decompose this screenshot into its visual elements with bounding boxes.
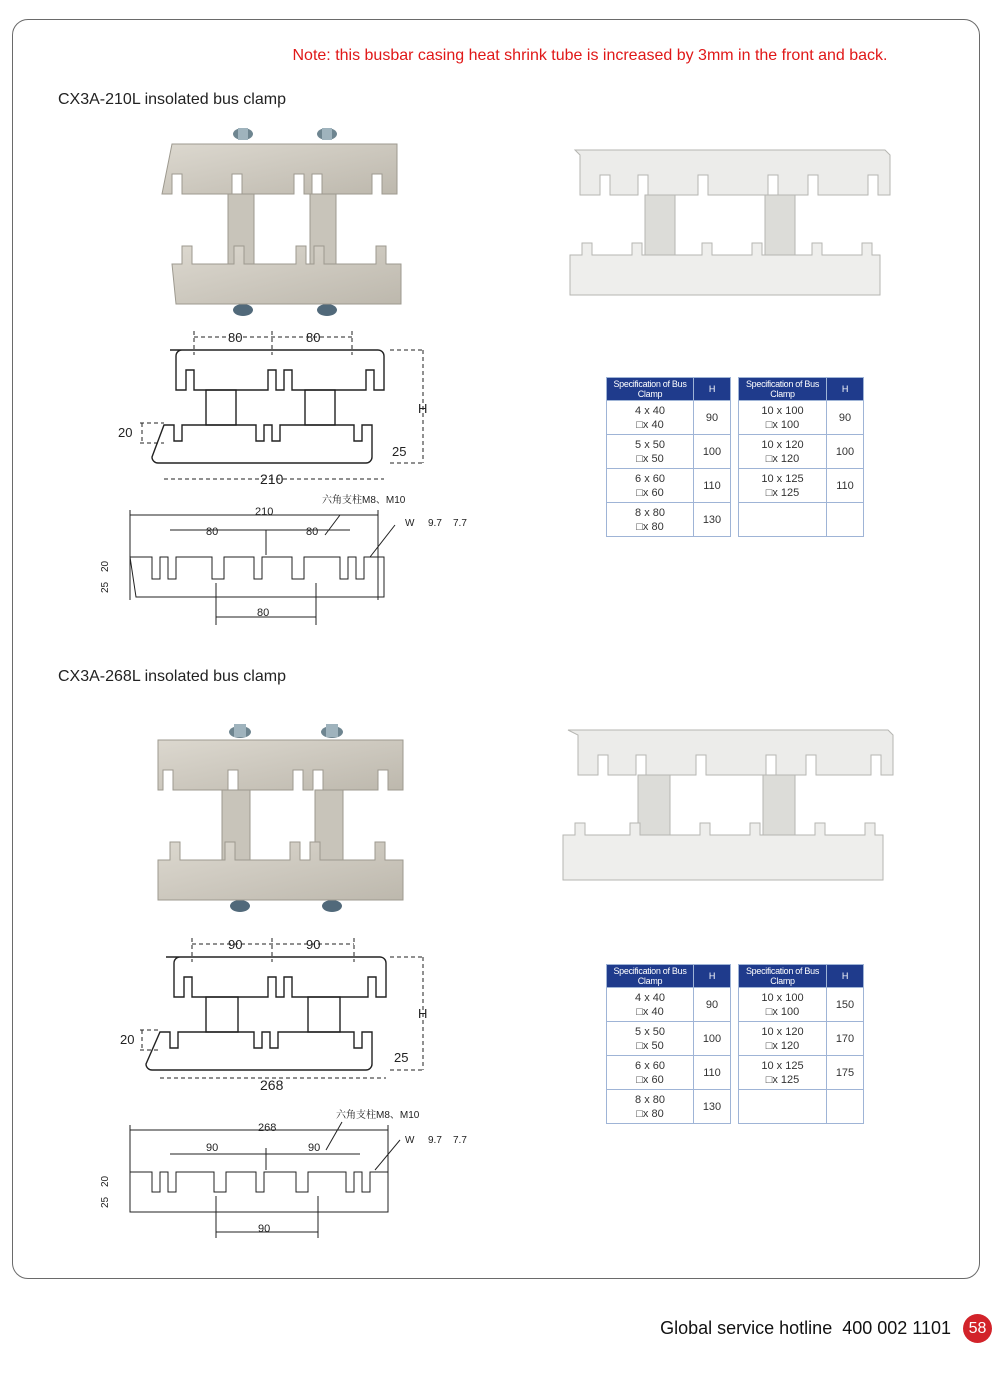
table-header-cell: Specification of Bus Clamp	[739, 378, 827, 401]
table-cell: 130	[694, 503, 731, 537]
side-dim-slot-268: 20	[100, 1175, 111, 1187]
table-cell: 10 x 125	[761, 1059, 804, 1072]
w-value-1-268: 9.7	[428, 1135, 442, 1146]
footer-hotline	[660, 1318, 951, 1339]
table-header-cell: Specification of Bus Clamp	[739, 965, 827, 988]
side-dim-bolt-spacing: 80	[257, 607, 270, 619]
dim-total-width: 210	[260, 471, 284, 487]
section-title-210l: CX3A-210L insolated bus clamp	[58, 91, 286, 108]
dim-height: H	[418, 401, 428, 416]
w-value-2: 7.7	[453, 518, 467, 529]
table-cell: □x 60	[636, 486, 664, 499]
table-cell	[739, 1090, 827, 1124]
table-cell	[607, 435, 694, 469]
table-cell: 8 x 80	[635, 1093, 665, 1106]
side-dim-spacing-right-268: 90	[308, 1142, 321, 1154]
table-cell	[607, 1022, 694, 1056]
table-cell: □x 125	[765, 1073, 800, 1086]
table-cell: 8 x 80	[635, 506, 665, 519]
table-cell: □x 80	[636, 1107, 664, 1120]
hotline-number: 400 002 1101	[842, 1318, 951, 1338]
table-row	[607, 469, 731, 503]
table-cell: □x 100	[765, 1005, 800, 1018]
clamp-photo-angle	[565, 140, 895, 310]
table-row	[739, 1090, 864, 1124]
dim-total-width-268: 268	[260, 1077, 284, 1093]
bolt-note: 六角支柱M8、M10	[322, 495, 406, 506]
dim-spacing-left-268: 90	[228, 937, 243, 952]
table-cell: □x 40	[636, 418, 664, 431]
table-row	[607, 503, 731, 537]
side-dim-bolt-spacing-268: 90	[258, 1223, 271, 1235]
spec-table-left-268l	[606, 964, 731, 1124]
table-row	[607, 1056, 731, 1090]
table-cell: 175	[827, 1056, 864, 1090]
table-cell: □x 125	[765, 486, 800, 499]
side-dim-total-268: 268	[258, 1122, 277, 1134]
w-label: W	[405, 518, 415, 529]
dim-spacing-right-268: 90	[306, 937, 321, 952]
table-cell	[607, 988, 694, 1022]
table-cell: 110	[694, 469, 731, 503]
technical-drawing-210l	[100, 325, 480, 635]
bolt-note-268: 六角支柱M8、M10	[336, 1110, 420, 1121]
side-dim-slot: 20	[100, 560, 111, 572]
table-cell: 5 x 50	[635, 438, 665, 451]
table-cell: 4 x 40	[635, 404, 665, 417]
table-row	[607, 988, 731, 1022]
side-dim-spacing-left-268: 90	[206, 1142, 219, 1154]
table-header-cell: H	[694, 965, 731, 988]
table-cell: 100	[827, 435, 864, 469]
clamp-photo-front	[160, 122, 410, 322]
table-cell: □x 40	[636, 1005, 664, 1018]
page-number-badge: 58	[963, 1314, 992, 1343]
table-header-cell: Specification of Bus Clamp	[607, 378, 694, 401]
dim-base-268: 25	[394, 1050, 409, 1065]
table-cell: 10 x 100	[761, 991, 804, 1004]
table-cell: 150	[827, 988, 864, 1022]
dim-spacing-left: 80	[228, 330, 243, 345]
table-cell: 110	[827, 469, 864, 503]
table-row	[607, 435, 731, 469]
table-cell: 4 x 40	[635, 991, 665, 1004]
table-row	[607, 401, 731, 435]
table-cell	[827, 503, 864, 537]
table-cell: □x 50	[636, 1039, 664, 1052]
table-cell: 6 x 60	[635, 1059, 665, 1072]
w-label-268: W	[405, 1135, 415, 1146]
table-cell: 5 x 50	[635, 1025, 665, 1038]
table-cell: 110	[694, 1056, 731, 1090]
table-cell: 130	[694, 1090, 731, 1124]
side-dim-spacing-left: 80	[206, 526, 219, 538]
table-cell	[607, 401, 694, 435]
table-header-cell: H	[827, 378, 864, 401]
table-cell: □x 120	[765, 452, 800, 465]
table-cell	[607, 1056, 694, 1090]
dim-base: 25	[392, 444, 407, 459]
table-cell: □x 80	[636, 520, 664, 533]
table-cell	[607, 503, 694, 537]
clamp-photo-front-268l	[150, 718, 415, 918]
w-value-1: 9.7	[428, 518, 442, 529]
table-row	[739, 503, 864, 537]
table-header-cell: H	[827, 965, 864, 988]
table-cell	[827, 1090, 864, 1124]
table-header-cell: Specification of Bus Clamp	[607, 965, 694, 988]
table-row	[739, 1022, 864, 1056]
spec-table-left-210l	[606, 377, 731, 537]
table-row	[739, 435, 864, 469]
table-cell: 10 x 100	[761, 404, 804, 417]
table-row	[739, 401, 864, 435]
dim-spacing-right: 80	[306, 330, 321, 345]
table-cell: □x 60	[636, 1073, 664, 1086]
table-cell: □x 50	[636, 452, 664, 465]
table-row	[739, 469, 864, 503]
table-cell: 90	[827, 401, 864, 435]
hotline-label: Global service hotline	[660, 1318, 833, 1338]
table-row	[739, 988, 864, 1022]
table-header-cell: H	[694, 378, 731, 401]
table-cell: 100	[694, 1022, 731, 1056]
table-cell	[607, 469, 694, 503]
table-cell: 90	[694, 401, 731, 435]
table-cell: 6 x 60	[635, 472, 665, 485]
spec-table-right-210l	[738, 377, 864, 537]
dim-slot-depth: 20	[118, 425, 133, 440]
table-cell	[739, 988, 827, 1022]
table-cell	[739, 1056, 827, 1090]
table-cell: 10 x 120	[761, 438, 804, 451]
table-row	[607, 1090, 731, 1124]
table-cell	[739, 469, 827, 503]
spec-table-right-268l	[738, 964, 864, 1124]
side-dim-spacing-right: 80	[306, 526, 319, 538]
dim-slot-depth-268: 20	[120, 1032, 135, 1047]
table-cell: 90	[694, 988, 731, 1022]
section-title-268l: CX3A-268L insolated bus clamp	[58, 668, 286, 685]
dim-height-268: H	[418, 1006, 428, 1021]
table-cell: 100	[694, 435, 731, 469]
side-dim-total: 210	[255, 506, 274, 518]
table-cell	[607, 1090, 694, 1124]
table-cell	[739, 401, 827, 435]
note-text: Note: this busbar casing heat shrink tube is increased by 3mm in the front and back.	[292, 47, 888, 64]
table-cell: 170	[827, 1022, 864, 1056]
table-row	[739, 1056, 864, 1090]
side-dim-base-268: 25	[100, 1196, 111, 1208]
technical-drawing-268l	[100, 930, 480, 1250]
table-row	[607, 1022, 731, 1056]
table-cell: □x 120	[765, 1039, 800, 1052]
w-value-2-268: 7.7	[453, 1135, 467, 1146]
side-dim-base: 25	[100, 581, 111, 593]
table-cell	[739, 435, 827, 469]
table-cell: □x 100	[765, 418, 800, 431]
table-cell: 10 x 120	[761, 1025, 804, 1038]
table-cell	[739, 503, 827, 537]
table-cell	[739, 1022, 827, 1056]
table-cell: 10 x 125	[761, 472, 804, 485]
clamp-photo-angle-268l	[558, 720, 898, 890]
